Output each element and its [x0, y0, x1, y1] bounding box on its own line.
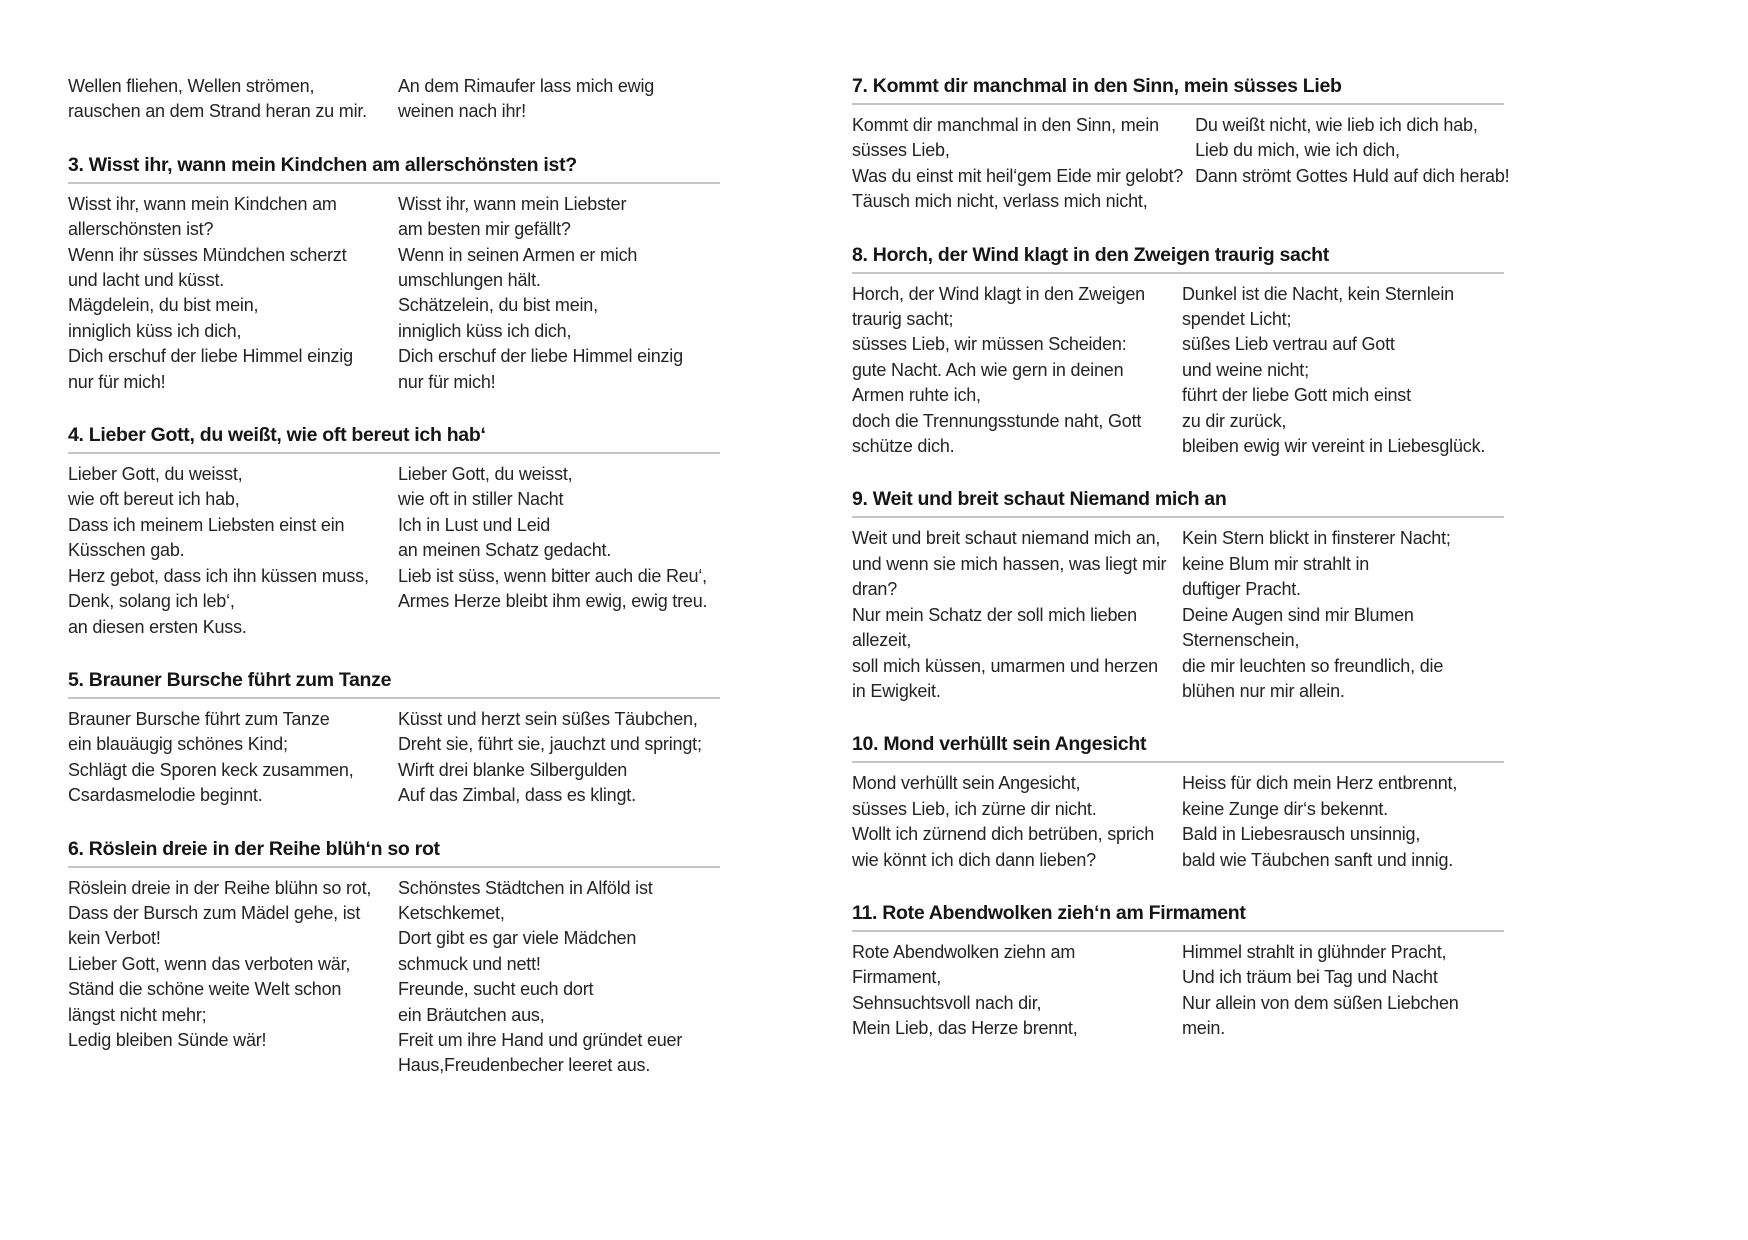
verse-line: Denk, solang ich leb‘,	[68, 591, 235, 612]
song-heading: 9. Weit und breit schaut Niemand mich an	[852, 488, 1227, 511]
verse-column-2	[398, 707, 720, 809]
verse-column-2	[398, 876, 720, 1079]
verse-column-1	[852, 526, 1170, 704]
verse-line: Lieber Gott, du weisst,	[398, 464, 573, 485]
verse-line: nur für mich!	[68, 371, 166, 392]
verse-line: allezeit,	[852, 630, 912, 651]
verse-columns	[68, 876, 720, 1079]
verse-line: Täusch mich nicht, verlass mich nicht,	[852, 191, 1148, 212]
song-heading: 11. Rote Abendwolken zieh‘n am Firmament	[852, 901, 1246, 924]
verse-line: traurig sacht;	[852, 309, 954, 330]
verse-line: Mein Lieb, das Herze brennt,	[852, 1018, 1078, 1039]
verse-line: Ketschkemet,	[398, 902, 505, 923]
verse-line: Rote Abendwolken ziehn am	[852, 941, 1076, 962]
verse-line: Dreht sie, führt sie, jauchzt und springt;	[398, 734, 702, 755]
verse-columns	[852, 940, 1504, 1042]
verse-columns	[852, 113, 1510, 215]
verse-line: Haus,Freudenbecher leeret aus.	[398, 1055, 651, 1076]
heading-rule	[68, 452, 720, 454]
verse-line: gute Nacht. Ach wie gern in deinen	[852, 359, 1124, 380]
verse-line: und wenn sie mich hassen, was liegt mir	[852, 553, 1167, 574]
verse-line: Sehnsuchtsvoll nach dir,	[852, 992, 1042, 1013]
verse-line: Brauner Bursche führt zum Tanze	[68, 708, 330, 729]
verse-line: Lieb ist süss, wenn bitter auch die Reu‘,	[398, 565, 707, 586]
heading-rule	[68, 697, 720, 699]
verse-line: soll mich küssen, umarmen und herzen	[852, 655, 1158, 676]
song-section	[852, 901, 1504, 1042]
verse-line: an meinen Schatz gedacht.	[398, 540, 612, 561]
song-section	[68, 668, 720, 809]
heading-rule	[68, 182, 720, 184]
verse-line: Küsschen gab.	[68, 540, 185, 561]
verse-line: Deine Augen sind mir Blumen	[1182, 604, 1414, 625]
verse-line: und lacht und küsst.	[68, 270, 225, 291]
verse-columns	[68, 462, 720, 640]
song-section	[852, 74, 1510, 215]
song-heading: 6. Röslein dreie in der Reihe blüh‘n so rot	[68, 837, 440, 860]
verse-line: Nur allein von dem süßen Liebchen	[1182, 992, 1459, 1013]
verse-column-2	[1182, 282, 1504, 460]
verse-column-1	[68, 462, 386, 640]
verse-line: allerschönsten ist?	[68, 219, 214, 240]
verse-line: am besten mir gefällt?	[398, 219, 571, 240]
verse-line: Mond verhüllt sein Angesicht,	[852, 773, 1081, 794]
verse-line: Armes Herze bleibt ihm ewig, ewig treu.	[398, 591, 708, 612]
verse-continuation	[68, 74, 720, 125]
verse-column-2	[398, 74, 720, 125]
heading-rule	[68, 866, 720, 868]
verse-line: umschlungen hält.	[398, 270, 541, 291]
song-heading: 7. Kommt dir manchmal in den Sinn, mein süsses Lieb	[852, 75, 1342, 97]
verse-line: Dich erschuf der liebe Himmel einzig	[68, 346, 353, 367]
verse-columns	[852, 282, 1504, 460]
verse-line: zu dir zurück,	[1182, 410, 1287, 431]
verse-line: Dich erschuf der liebe Himmel einzig	[398, 346, 683, 367]
verse-line: Und ich träum bei Tag und Nacht	[1182, 967, 1438, 988]
verse-column-1	[852, 771, 1170, 873]
verse-line: Heiss für dich mein Herz entbrennt,	[1182, 773, 1458, 794]
song-heading: 3. Wisst ihr, wann mein Kindchen am allerschönsten ist?	[68, 153, 577, 176]
verse-line: Lieber Gott, wenn das verboten wär,	[68, 953, 351, 974]
verse-line: an diesen ersten Kuss.	[68, 616, 247, 637]
verse-line: Kommt dir manchmal in den Sinn, mein	[852, 115, 1159, 135]
song-heading: 8. Horch, der Wind klagt in den Zweigen traurig sacht	[852, 243, 1329, 266]
verse-line: bleiben ewig wir vereint in Liebesglück.	[1182, 436, 1486, 457]
verse-column-2	[398, 462, 720, 640]
verse-line: Schönstes Städtchen in Alföld ist	[398, 877, 653, 898]
verse-line: Freit um ihre Hand und gründet euer	[398, 1029, 683, 1050]
verse-columns	[68, 192, 720, 395]
verse-line: Nur mein Schatz der soll mich lieben	[852, 604, 1137, 625]
song-heading: 4. Lieber Gott, du weißt, wie oft bereut ich hab‘	[68, 424, 486, 447]
verse-line: Mägdelein, du bist mein,	[68, 295, 259, 316]
verse-column-1	[852, 282, 1170, 460]
verse-columns	[852, 526, 1504, 704]
verse-line: bald wie Täubchen sanft und innig.	[1182, 849, 1454, 870]
song-section	[852, 487, 1504, 704]
verse-line: Firmament,	[852, 967, 942, 988]
verse-line: Schlägt die Sporen keck zusammen,	[68, 759, 354, 780]
song-heading: 5. Brauner Bursche führt zum Tanze	[68, 668, 392, 691]
verse-column-1	[852, 113, 1183, 215]
right-page	[852, 74, 1510, 1070]
verse-line: Sternenschein,	[1182, 630, 1300, 651]
verse-columns	[68, 707, 720, 809]
heading-rule	[852, 272, 1504, 274]
verse-line: Wisst ihr, wann mein Kindchen am	[68, 193, 337, 214]
verse-line: ein blauäugig schönes Kind;	[68, 734, 288, 755]
verse-line: süßes Lieb vertrau auf Gott	[1182, 334, 1395, 355]
verse-line: duftiger Pracht.	[1182, 579, 1301, 600]
verse-columns	[68, 74, 720, 125]
verse-column-2	[398, 192, 720, 395]
verse-line: keine Zunge dir‘s bekennt.	[1182, 798, 1388, 819]
verse-line: Wellen fliehen, Wellen strömen,	[68, 76, 315, 96]
verse-line: Himmel strahlt in glühnder Pracht,	[1182, 941, 1447, 962]
verse-line: Du weißt nicht, wie lieb ich dich hab,	[1195, 115, 1478, 135]
verse-line: längst nicht mehr;	[68, 1004, 207, 1025]
verse-line: An dem Rimaufer lass mich ewig	[398, 76, 655, 96]
verse-line: Horch, der Wind klagt in den Zweigen	[852, 283, 1145, 304]
verse-line: Dass der Bursch zum Mädel gehe, ist	[68, 902, 361, 923]
verse-line: keine Blum mir strahlt in	[1182, 553, 1370, 574]
verse-column-2	[1182, 771, 1504, 873]
heading-rule	[852, 930, 1504, 932]
verse-line: Dort gibt es gar viele Mädchen	[398, 928, 637, 949]
verse-column-1	[68, 707, 386, 809]
verse-line: Auf das Zimbal, dass es klingt.	[398, 785, 636, 806]
verse-line: Wisst ihr, wann mein Liebster	[398, 193, 627, 214]
verse-line: ein Bräutchen aus,	[398, 1004, 545, 1025]
song-section	[68, 153, 720, 395]
heading-rule	[852, 516, 1504, 518]
verse-line: Herz gebot, dass ich ihn küssen muss,	[68, 565, 369, 586]
verse-line: und weine nicht;	[1182, 359, 1309, 380]
verse-line: süsses Lieb,	[852, 140, 950, 161]
verse-line: Was du einst mit heil‘gem Eide mir gelobt?	[852, 165, 1184, 186]
verse-line: inniglich küss ich dich,	[68, 320, 242, 341]
heading-rule	[852, 103, 1504, 105]
verse-column-1	[68, 192, 386, 395]
verse-line: kein Verbot!	[68, 928, 161, 949]
verse-line: Dunkel ist die Nacht, kein Sternlein	[1182, 283, 1454, 304]
verse-line: Röslein dreie in der Reihe blühn so rot,	[68, 877, 372, 898]
verse-line: Wirft drei blanke Silbergulden	[398, 759, 628, 780]
song-section	[852, 732, 1504, 873]
verse-line: dran?	[852, 579, 898, 600]
verse-column-1	[68, 74, 386, 125]
song-heading: 10. Mond verhüllt sein Angesicht	[852, 733, 1147, 756]
verse-line: Ständ die schöne weite Welt schon	[68, 979, 342, 1000]
verse-columns	[852, 771, 1504, 873]
verse-line: Dass ich meinem Liebsten einst ein	[68, 514, 345, 535]
verse-line: rauschen an dem Strand heran zu mir.	[68, 101, 367, 122]
verse-line: schütze dich.	[852, 436, 955, 457]
verse-line: Dann strömt Gottes Huld auf dich herab!	[1195, 165, 1510, 186]
heading-rule	[852, 761, 1504, 763]
verse-line: mein.	[1182, 1018, 1226, 1039]
verse-line: Kein Stern blickt in finsterer Nacht;	[1182, 528, 1451, 549]
verse-line: in Ewigkeit.	[852, 680, 941, 701]
verse-line: wie könnt ich dich dann lieben?	[852, 849, 1096, 870]
verse-line: nur für mich!	[398, 371, 496, 392]
verse-line: Küsst und herzt sein süßes Täubchen,	[398, 708, 698, 729]
verse-line: schmuck und nett!	[398, 953, 541, 974]
verse-column-1	[68, 876, 386, 1079]
verse-line: wie oft bereut ich hab,	[68, 489, 240, 510]
verse-line: Armen ruhte ich,	[852, 385, 981, 406]
verse-column-2	[1182, 940, 1504, 1042]
verse-line: Ledig bleiben Sünde wär!	[68, 1029, 267, 1050]
verse-line: doch die Trennungsstunde naht, Gott	[852, 410, 1142, 431]
verse-column-2	[1182, 526, 1504, 704]
verse-line: blühen nur mir allein.	[1182, 680, 1345, 701]
verse-line: süsses Lieb, wir müssen Scheiden:	[852, 334, 1127, 355]
song-section	[68, 423, 720, 640]
song-section	[68, 837, 720, 1079]
song-section	[852, 243, 1504, 460]
verse-column-1	[852, 940, 1170, 1042]
verse-line: Bald in Liebesrausch unsinnig,	[1182, 824, 1421, 845]
verse-line: inniglich küss ich dich,	[398, 320, 572, 341]
verse-line: Csardasmelodie beginnt.	[68, 785, 263, 806]
verse-line: die mir leuchten so freundlich, die	[1182, 655, 1444, 676]
left-page	[68, 74, 720, 1107]
verse-line: wie oft in stiller Nacht	[398, 489, 564, 510]
verse-line: Lieb du mich, wie ich dich,	[1195, 140, 1400, 161]
verse-line: Ich in Lust und Leid	[398, 514, 551, 535]
verse-column-2	[1195, 113, 1517, 215]
verse-line: Schätzelein, du bist mein,	[398, 295, 598, 316]
verse-line: Wenn ihr süsses Mündchen scherzt	[68, 244, 347, 265]
verse-line: Weit und breit schaut niemand mich an,	[852, 528, 1161, 549]
verse-line: süsses Lieb, ich zürne dir nicht.	[852, 798, 1097, 819]
verse-line: weinen nach ihr!	[398, 101, 526, 122]
verse-line: führt der liebe Gott mich einst	[1182, 385, 1411, 406]
verse-line: Wenn in seinen Armen er mich	[398, 244, 638, 265]
verse-line: spendet Licht;	[1182, 309, 1292, 330]
verse-line: Freunde, sucht euch dort	[398, 979, 594, 1000]
verse-line: Wollt ich zürnend dich betrüben, sprich	[852, 824, 1155, 845]
verse-line: Lieber Gott, du weisst,	[68, 464, 243, 485]
